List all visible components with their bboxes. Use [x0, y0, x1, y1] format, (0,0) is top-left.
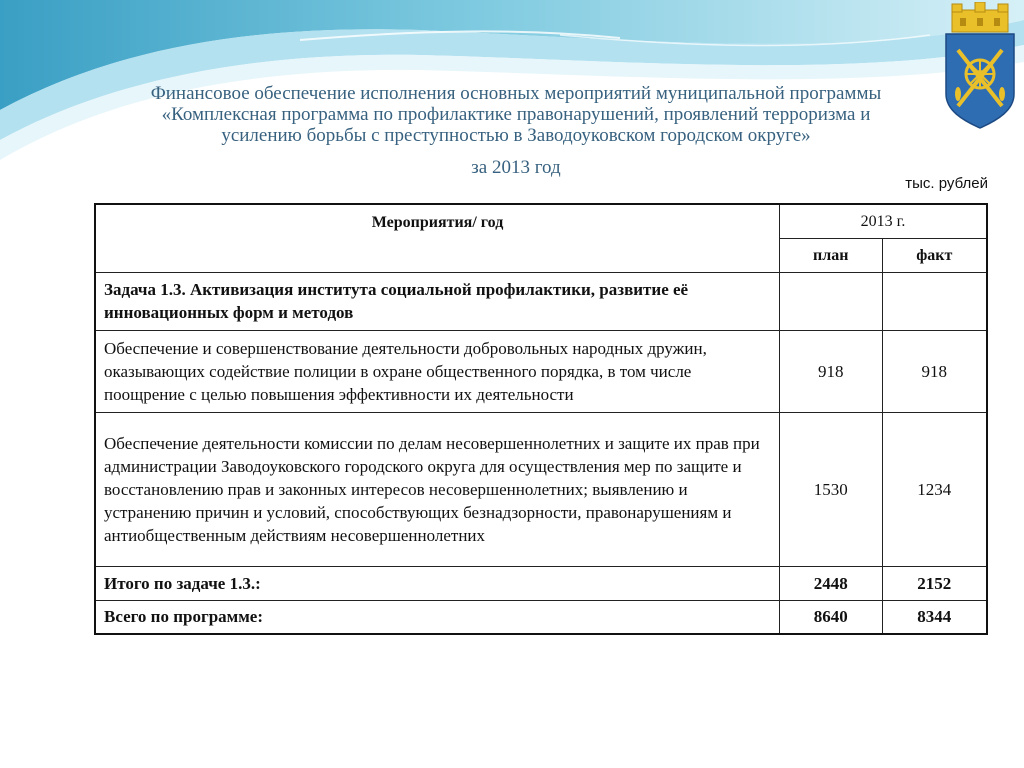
subtotal-fact: 2152 — [882, 566, 987, 600]
header-plan: план — [780, 238, 883, 272]
fact-cell: 918 — [882, 330, 987, 412]
page-subtitle: за 2013 год — [471, 157, 561, 178]
subtotal-row — [95, 566, 987, 600]
table-row — [95, 412, 987, 566]
coat-of-arms-icon — [940, 2, 1020, 130]
table-row — [95, 330, 987, 412]
activity-cell: Обеспечение и совершенствование деятельности добровольных народных дружин, оказывающих содействие полиции в охране общественного порядка, в том числе поощрение с целью повышения эффективности их деятельности — [95, 330, 780, 412]
total-row — [95, 600, 987, 634]
units-label: тыс. рублей — [905, 175, 988, 192]
header-fact: факт — [882, 238, 987, 272]
total-fact: 8344 — [882, 600, 987, 634]
task-cell: Задача 1.3. Активизация института социальной профилактики, развитие её инновационных форм и методов — [95, 272, 780, 330]
total-plan: 8640 — [780, 600, 883, 634]
header-activity: Мероприятия/ год — [95, 204, 780, 272]
header-year: 2013 г. — [780, 204, 988, 238]
title-line-3: усилению борьбы с преступностью в Заводоуковском городском округе» — [221, 125, 811, 146]
plan-cell: 918 — [780, 330, 883, 412]
activity-cell: Обеспечение деятельности комиссии по делам несовершеннолетних и защите их прав при администрации Заводоуковского городского округа для осуществления мер по защите и восстановлению прав и законных интересов несовершеннолетних; выявлению и устранению причин и условий, способствующих безнадзорности, правонарушениям и антиобщественным действиям несовершеннолетних — [95, 412, 780, 566]
title-line-2: «Комплексная программа по профилактике правонарушений, проявлений терроризма и — [161, 104, 871, 125]
plan-cell: 1530 — [780, 412, 883, 566]
fact-cell: 1234 — [882, 412, 987, 566]
task-row — [95, 272, 987, 330]
subtotal-label: Итого по задаче 1.3.: — [95, 566, 780, 600]
table-header-row — [95, 204, 987, 238]
title-line-1: Финансовое обеспечение исполнения основных мероприятий муниципальной программы — [150, 83, 882, 104]
task-plan-cell — [780, 272, 883, 330]
finance-table — [94, 203, 988, 635]
page-title — [96, 83, 936, 146]
subtotal-plan: 2448 — [780, 566, 883, 600]
total-label: Всего по программе: — [95, 600, 780, 634]
task-fact-cell — [882, 272, 987, 330]
